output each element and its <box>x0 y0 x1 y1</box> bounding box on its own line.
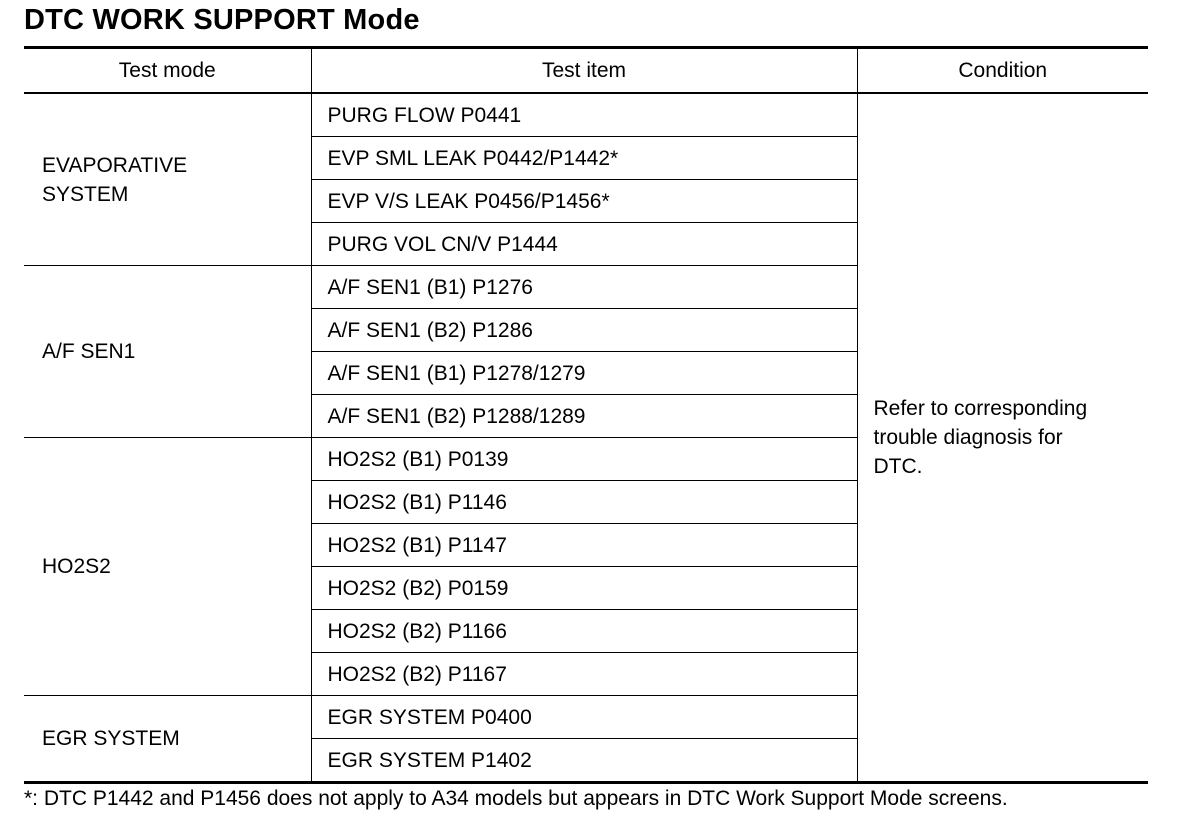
test-item: A/F SEN1 (B1) P1278/1279 <box>311 352 857 395</box>
table-row <box>24 93 1148 137</box>
test-item: HO2S2 (B2) P1166 <box>311 610 857 653</box>
test-item: HO2S2 (B1) P1147 <box>311 524 857 567</box>
header-row <box>24 48 1148 94</box>
page-title: DTC WORK SUPPORT Mode <box>24 4 420 36</box>
test-item: A/F SEN1 (B1) P1276 <box>311 266 857 309</box>
condition-cell: Refer to corresponding trouble diagnosis for DTC. <box>857 93 1148 783</box>
footnote: *: DTC P1442 and P1456 does not apply to A34 models but appears in DTC Work Support Mode screens. <box>24 787 1008 810</box>
test-item: EVP SML LEAK P0442/P1442* <box>311 137 857 180</box>
test-item: HO2S2 (B2) P0159 <box>311 567 857 610</box>
test-item: PURG FLOW P0441 <box>311 93 857 137</box>
test-mode-ho2s2: HO2S2 <box>24 438 311 696</box>
test-item: HO2S2 (B1) P0139 <box>311 438 857 481</box>
test-item: EVP V/S LEAK P0456/P1456* <box>311 180 857 223</box>
test-mode-evaporative-system: EVAPORATIVE SYSTEM <box>24 93 311 266</box>
test-item: PURG VOL CN/V P1444 <box>311 223 857 266</box>
test-item: HO2S2 (B2) P1167 <box>311 653 857 696</box>
test-item: A/F SEN1 (B2) P1286 <box>311 309 857 352</box>
header-test-item: Test item <box>311 48 857 94</box>
test-item: EGR SYSTEM P1402 <box>311 739 857 783</box>
test-item: EGR SYSTEM P0400 <box>311 696 857 739</box>
header-test-mode: Test mode <box>24 48 311 94</box>
test-mode-egr-system: EGR SYSTEM <box>24 696 311 783</box>
test-item: A/F SEN1 (B2) P1288/1289 <box>311 395 857 438</box>
header-condition: Condition <box>857 48 1148 94</box>
test-item: HO2S2 (B1) P1146 <box>311 481 857 524</box>
dtc-work-support-table <box>24 46 1148 784</box>
test-mode-af-sen1: A/F SEN1 <box>24 266 311 438</box>
